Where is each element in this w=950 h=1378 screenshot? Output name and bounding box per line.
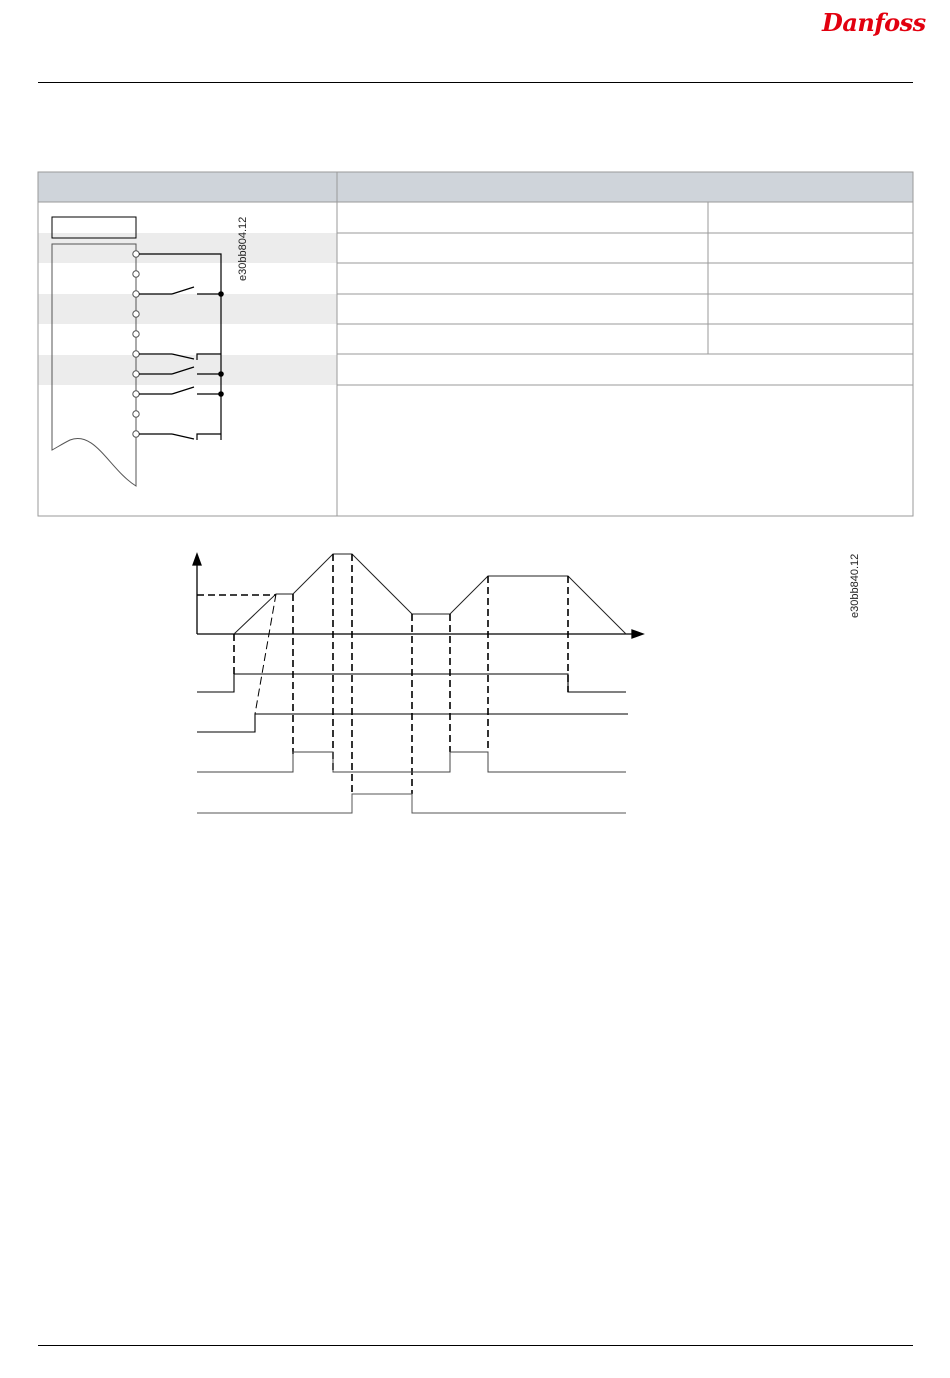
timing-axes	[193, 554, 643, 638]
timing-figure-code: e30bb840.12	[849, 553, 861, 618]
wiring-figure-code: e30bb804.12	[237, 216, 249, 281]
signal-trace-4	[197, 794, 626, 813]
footer-rule	[38, 1345, 913, 1346]
danfoss-logo: Danfoss	[822, 8, 926, 37]
